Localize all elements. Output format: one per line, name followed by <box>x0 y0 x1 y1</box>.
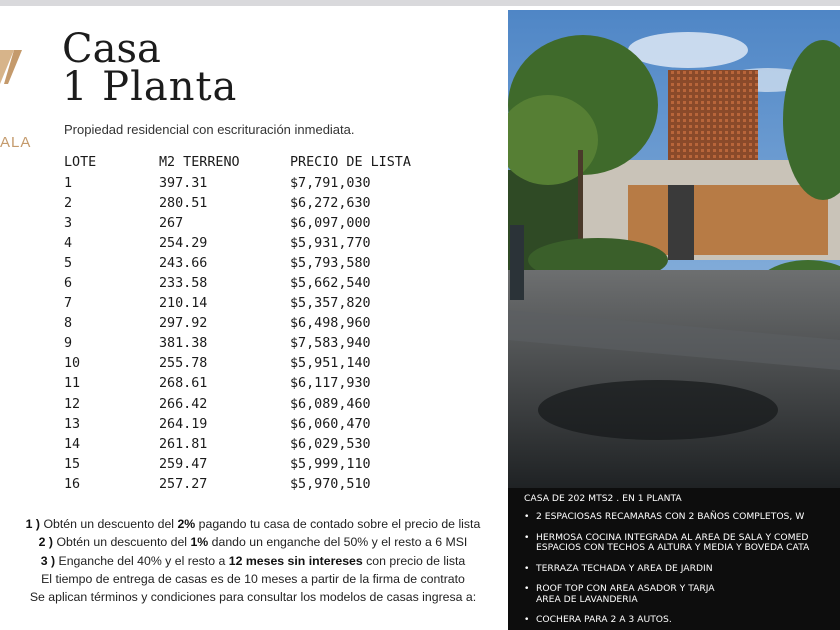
lote-cell: 10 <box>64 356 81 372</box>
feature-item <box>524 533 840 554</box>
terms-highlight: 12 meses sin intereses <box>228 553 363 568</box>
price-cell: $6,029,530 <box>290 436 371 452</box>
terms-text: pagando tu casa de contado sobre el precio de lista <box>195 517 481 531</box>
m2-cell: 243.66 <box>159 255 208 271</box>
title-line-2: 1 Planta <box>62 64 238 110</box>
terms-number: 2 ) <box>38 535 54 550</box>
lote-cell: 12 <box>64 396 81 412</box>
table-body <box>64 173 424 495</box>
terms-highlight: 1% <box>190 535 209 550</box>
m2-cell: 254.29 <box>159 235 208 251</box>
features-panel <box>508 488 840 630</box>
terms-text: dando un enganche del 50% y el resto a 6 MSI <box>208 535 468 550</box>
terms-line-5: Se aplican términos y condiciones para consultar los modelos de casas ingresa a: <box>29 590 477 605</box>
features-list <box>524 512 840 630</box>
bullet-icon: • <box>524 614 530 625</box>
title-line-1: Casa <box>62 26 161 72</box>
m2-cell: 268.61 <box>159 376 208 392</box>
feature-text <box>536 564 713 575</box>
m2-cell: 210.14 <box>159 296 208 312</box>
price-cell: $6,089,460 <box>290 396 371 412</box>
table-row <box>64 354 424 374</box>
table-row <box>64 193 424 213</box>
price-cell: $7,791,030 <box>290 175 371 191</box>
feature-line: AREA DE LAVANDERIA <box>536 593 638 605</box>
lote-cell: 9 <box>64 336 73 352</box>
lote-cell: 16 <box>64 476 81 492</box>
price-cell: $5,951,140 <box>290 356 371 372</box>
bullet-icon: • <box>524 583 530 594</box>
table-row <box>64 294 424 314</box>
terms-text: Enganche del 40% y el resto a <box>55 553 229 568</box>
terms-text: con precio de lista <box>362 553 466 568</box>
terms-block <box>0 515 506 606</box>
feature-line: 2 ESPACIOSAS RECAMARAS CON 2 BAÑOS COMPLETOS, W <box>536 511 805 522</box>
feature-item <box>524 615 840 626</box>
page-title <box>62 26 238 110</box>
terms-line-3 <box>0 552 506 570</box>
bullet-icon: • <box>524 531 530 543</box>
feature-item <box>524 512 840 523</box>
bullet-icon: • <box>524 562 530 574</box>
table-row <box>64 253 424 273</box>
feature-text <box>536 533 809 554</box>
terms-line-2 <box>0 533 506 551</box>
price-cell: $6,272,630 <box>290 195 371 211</box>
column-header-lote: LOTE <box>64 155 97 170</box>
table-row <box>64 173 424 193</box>
feature-item <box>524 584 840 605</box>
page-subtitle: Propiedad residencial con escrituración inmediata. <box>64 122 355 137</box>
m2-cell: 297.92 <box>159 316 208 332</box>
price-cell: $5,793,580 <box>290 255 371 271</box>
feature-line: COCHERA PARA 2 A 3 AUTOS. <box>536 614 672 625</box>
lote-cell: 5 <box>64 255 73 271</box>
lote-cell: 2 <box>64 195 73 211</box>
lote-cell: 7 <box>64 296 73 312</box>
m2-cell: 264.19 <box>159 416 208 432</box>
terms-line-1 <box>0 515 506 533</box>
m2-cell: 257.27 <box>159 476 208 492</box>
m2-cell: 267 <box>159 215 184 231</box>
table-row <box>64 474 424 494</box>
table-row <box>64 213 424 233</box>
m2-cell: 261.81 <box>159 436 208 452</box>
price-cell: $6,060,470 <box>290 416 371 432</box>
terms-line-4: El tiempo de entrega de casas es de 10 meses a partir de la firma de contrato <box>41 571 465 586</box>
price-cell: $6,117,930 <box>290 376 371 392</box>
features-title: CASA DE 202 MTS2 . EN 1 PLANTA <box>524 493 682 504</box>
table-row <box>64 233 424 253</box>
feature-line: HERMOSA COCINA INTEGRADA AL AREA DE SALA Y COMED <box>536 531 809 543</box>
price-cell: $5,357,820 <box>290 296 371 312</box>
table-row <box>64 273 424 293</box>
m2-cell: 266.42 <box>159 396 208 412</box>
column-header-m2: M2 TERRENO <box>159 155 240 170</box>
feature-item <box>524 564 840 575</box>
lote-cell: 15 <box>64 456 81 472</box>
column-header-price: PRECIO DE LISTA <box>290 155 411 170</box>
table-row <box>64 374 424 394</box>
feature-line: ROOF TOP CON AREA ASADOR Y TARJA <box>536 583 715 594</box>
price-cell: $6,498,960 <box>290 316 371 332</box>
lote-cell: 3 <box>64 215 73 231</box>
bullet-icon: • <box>524 511 530 522</box>
feature-line: TERRAZA TECHADA Y AREA DE JARDIN <box>536 562 713 574</box>
lote-cell: 4 <box>64 235 73 251</box>
feature-line: ESPACIOS CON TECHOS A ALTURA Y MEDIA Y BOVEDA CATA <box>536 542 810 553</box>
lote-cell: 11 <box>64 376 81 392</box>
top-bar <box>0 0 840 6</box>
feature-text <box>536 512 804 523</box>
house-rendering-image <box>508 10 840 488</box>
m2-cell: 381.38 <box>159 336 208 352</box>
table-row <box>64 454 424 474</box>
price-table <box>64 155 424 495</box>
price-cell: $7,583,940 <box>290 336 371 352</box>
terms-number: 3 ) <box>40 553 56 568</box>
lote-cell: 1 <box>64 175 73 191</box>
m2-cell: 280.51 <box>159 195 208 211</box>
brand-logo-icon <box>0 44 22 94</box>
m2-cell: 397.31 <box>159 175 208 191</box>
terms-text: Obtén un descuento del <box>40 517 178 531</box>
price-cell: $5,999,110 <box>290 456 371 472</box>
brand-logo-text: ALA <box>0 134 32 151</box>
lote-cell: 6 <box>64 276 73 292</box>
table-row <box>64 314 424 334</box>
price-cell: $5,970,510 <box>290 476 371 492</box>
lote-cell: 14 <box>64 436 81 452</box>
table-row <box>64 414 424 434</box>
m2-cell: 255.78 <box>159 356 208 372</box>
lote-cell: 8 <box>64 316 73 332</box>
table-row <box>64 334 424 354</box>
table-row <box>64 434 424 454</box>
m2-cell: 233.58 <box>159 276 208 292</box>
table-row <box>64 394 424 414</box>
price-cell: $6,097,000 <box>290 215 371 231</box>
feature-text <box>536 615 672 626</box>
price-cell: $5,662,540 <box>290 276 371 292</box>
lote-cell: 13 <box>64 416 81 432</box>
terms-highlight: 2% <box>177 517 196 531</box>
table-header <box>64 155 424 173</box>
m2-cell: 259.47 <box>159 456 208 472</box>
terms-text: Obtén un descuento del <box>53 535 191 550</box>
price-cell: $5,931,770 <box>290 235 371 251</box>
feature-text <box>536 584 715 605</box>
terms-number: 1 ) <box>25 517 41 531</box>
